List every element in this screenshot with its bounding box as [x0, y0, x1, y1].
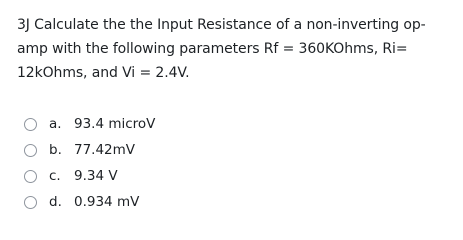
option-text: 77.42mV	[74, 142, 136, 158]
option-text: 9.34 V	[74, 168, 118, 184]
option-b[interactable]	[24, 137, 451, 163]
radio-button-icon[interactable]	[24, 144, 37, 157]
option-letter: a.	[49, 116, 62, 132]
answer-options	[17, 111, 451, 215]
option-text: 93.4 microV	[74, 116, 156, 132]
option-c[interactable]	[24, 163, 451, 189]
radio-button-icon[interactable]	[24, 170, 37, 183]
question-text: 3J Calculate the the Input Resistance of a non-inverting op-amp with the following parameters Rf = 360KOhms, Ri= 12kOhms, and Vi = 2.4V.	[17, 17, 426, 81]
option-letter: d.	[49, 194, 62, 210]
radio-button-icon[interactable]	[24, 118, 37, 131]
option-letter: b.	[49, 142, 62, 158]
option-text: 0.934 mV	[74, 194, 140, 210]
option-a[interactable]	[24, 111, 451, 137]
radio-button-icon[interactable]	[24, 196, 37, 209]
option-letter: c.	[49, 168, 61, 184]
option-d[interactable]	[24, 189, 451, 215]
